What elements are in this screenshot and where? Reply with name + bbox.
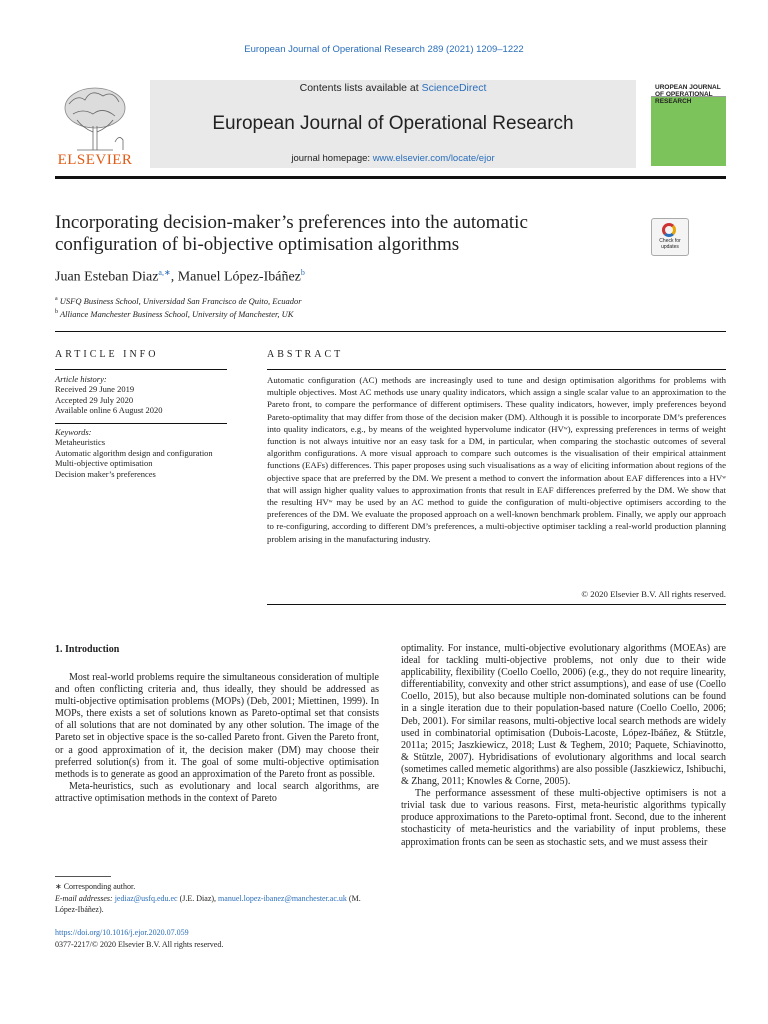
author-name: Juan Esteban Diaz <box>55 269 159 285</box>
history-label: Article history: <box>55 374 107 384</box>
title-rule <box>55 331 726 332</box>
author-affiliation-mark[interactable]: b <box>300 268 305 277</box>
doi-link[interactable]: https://doi.org/10.1016/j.ejor.2020.07.059 <box>55 928 189 937</box>
homepage-prefix: journal homepage: <box>291 153 373 164</box>
check-for-updates-badge[interactable] <box>651 218 689 256</box>
paragraph: Meta-heuristics, such as evolutionary and local search algorithms, are attractive optimisation methods in the context of Pareto <box>55 780 379 804</box>
sciencedirect-link[interactable]: ScienceDirect <box>421 82 487 94</box>
homepage-link[interactable]: www.elsevier.com/locate/ejor <box>372 153 495 164</box>
keyword-item: Automatic algorithm design and configuration <box>55 447 213 458</box>
article-history <box>55 374 235 416</box>
history-received: Received 29 June 2019 <box>55 384 135 395</box>
keyword-item: Decision maker’s preferences <box>55 468 156 479</box>
article-info-rule <box>55 369 227 370</box>
keywords-label: Keywords: <box>55 427 92 437</box>
history-online: Available online 6 August 2020 <box>55 405 163 416</box>
author-list: Juan Esteban Diaz$^{a,∗}$, Manuel López-Ibáñez$^b$ <box>55 268 305 285</box>
abstract-rule <box>267 369 726 370</box>
check-updates-label: Check for updates <box>659 238 681 250</box>
journal-reference[interactable]: European Journal of Operational Research 289 (2021) 1209–1222 <box>244 44 524 55</box>
cover-title: UROPEAN JOURNAL OF OPERATIONAL RESEARCH <box>655 84 721 105</box>
paragraph: Most real-world problems require the simultaneous consideration of multiple and often conflicting criteria and, thus ideally, they should be addressed as multi-objective optimisation problems (MOPs) (Deb, 2001; Miettinen, 1999). In MOPs, there exists a set of solutions known as Pareto-optimal set that consists of all solutions that are not dominated by any other solution. The image of the Pareto set in objective space is the so-called Pareto front. Given the Pareto front, or a good approximation of it, the decision maker (DM) may choose their preferred solution(s) from it. The goal of some multi-objective optimisation methods is to generate as good an approximation of the Pareto front as possible. <box>55 672 379 780</box>
footnote-rule <box>55 876 111 877</box>
affiliation-a: $^a$ USFQ Business School, Universidad San Francisco de Quito, Ecuador <box>55 295 302 306</box>
journal-homepage-line <box>150 153 636 164</box>
abstract-text: Automatic configuration (AC) methods are increasingly used to tune and design optimisation algorithms for problems with multiple objectives. Most AC methods use unary quality indicators, which assign a single scalar value to an approximation to the Pareto front, to compare the performance of different optimisers. These quality indicators, however, imply preferences beyond Pareto-optimality that may differ from those of the decision maker (DM). Although it is possible to incorporate DM’s preferences into quality indicators, e.g., by means of the weighted hypervolume indicator (HVʷ), expressing preferences in terms of weight function is not always intuitive nor an easy task for a DM, in particular, when comparing the stochastic outcomes of several algorithm configurations. A more visual approach to compare such outcomes is the visualisation of their empirical attainment functions (EAFs) differences. This paper proposes using such visualisations as a way of eliciting information about regions of the objective space that are preferred by the DM. We present a method to convert the information about EAF differences into a HVʷ that will assign higher quality values to approximation fronts that result in EAF differences preferred by the DM. We show that the resulting HVʷ may be used by an AC method to guide the configuration of multi-objective optimisers according to the preferences of the DM. We evaluate the proposed approach on a well-known benchmark problem. Finally, we apply our approach to re-configuring, according to different DM’s preferences, a multi-objective optimiser tackling a real-world production planning problem arising in the manufacturing industry. <box>267 375 726 544</box>
section-heading-introduction: 1. Introduction <box>55 644 120 655</box>
email-link[interactable]: jediaz@usfq.edu.ec <box>114 893 178 903</box>
journal-cover-thumbnail[interactable] <box>651 74 726 166</box>
abstract-copyright: © 2020 Elsevier B.V. All rights reserved. <box>581 589 726 599</box>
affiliations <box>55 294 302 320</box>
keywords-rule <box>55 423 227 424</box>
footnotes <box>55 881 379 916</box>
keywords <box>55 427 235 479</box>
header-rule <box>55 176 726 179</box>
article-info-heading: ARTICLE INFO <box>55 349 159 360</box>
paragraph: optimality. For instance, multi-objective evolutionary algorithms (MOEAs) are ideal for tackling multi-objective problems, not only due to their wide applicability, flexibility (Coello Coello, 2006) (e.g., they do not require linearity, differentiability, convexity and other strict assumptions), and ease of use (Coello Coello, 2015), but also because multiple non-dominated solutions can be found in a single iteration due to their population-based nature (Coello Coello, 2006; Deb, 2001). For similar reasons, multi-objective local search methods are widely used in combinatorial optimisation (Dubois-Lacoste, López-Ibáñez, & Stützle, 2011a; 2015; Jaszkiewicz, 2018; Lust & Teghem, 2010; Paquete, Schiavinotto, & Stützle, 2007). Hybridisations of evolutionary algorithms and local search (sometimes called memetic algorithms) are also possible (Jaszkiewicz, Ishibuchi, & Zhang, 2011; Knowles & Corne, 2005). <box>401 643 726 788</box>
elsevier-wordmark: ELSEVIER <box>57 152 133 168</box>
paragraph: The performance assessment of these multi-objective optimisers is not a trivial task due to various reasons. First, meta-heuristic algorithms typically produce approximations to the Pareto-optimal front. Second, due to the inherent stochasticity of meta-heuristics and the variability of input problems, these approximation fronts can be seen as stochastic sets, and we must assess their <box>401 788 726 848</box>
doi-block <box>55 927 379 950</box>
contents-prefix: Contents lists available at <box>299 82 422 94</box>
history-accepted: Accepted 29 July 2020 <box>55 394 134 405</box>
keyword-item: Metaheuristics <box>55 437 106 448</box>
body-column-right <box>401 643 726 849</box>
author-affiliation-mark[interactable]: a,∗ <box>158 268 171 277</box>
issn-copyright: 0377-2217/© 2020 Elsevier B.V. All rights reserved. <box>55 939 224 949</box>
article-title: Incorporating decision-maker’s preferences into the automatic configuration of bi-objective optimisation algorithms <box>55 212 528 255</box>
abstract-bottom-rule <box>267 604 726 605</box>
body-column-left <box>55 672 379 805</box>
keyword-item: Multi-objective optimisation <box>55 458 153 469</box>
affiliation-b: $^b$ Alliance Manchester Business School, University of Manchester, UK <box>55 308 294 319</box>
corresponding-author-note: ∗ Corresponding author. <box>55 882 136 891</box>
email-link[interactable]: manuel.lopez-ibanez@manchester.ac.uk <box>218 893 347 903</box>
contents-line <box>150 82 636 94</box>
abstract-heading: ABSTRACT <box>267 349 344 360</box>
email-note: E-mail addresses: jediaz@usfq.edu.ec (J.E. Diaz), manuel.lopez-ibanez@manchester.ac.uk (M. López-Ibáñez). <box>55 893 361 914</box>
journal-title[interactable]: European Journal of Operational Research <box>212 113 574 134</box>
author-name: Manuel López-Ibáñez <box>177 269 301 285</box>
check-updates-icon <box>662 223 676 237</box>
